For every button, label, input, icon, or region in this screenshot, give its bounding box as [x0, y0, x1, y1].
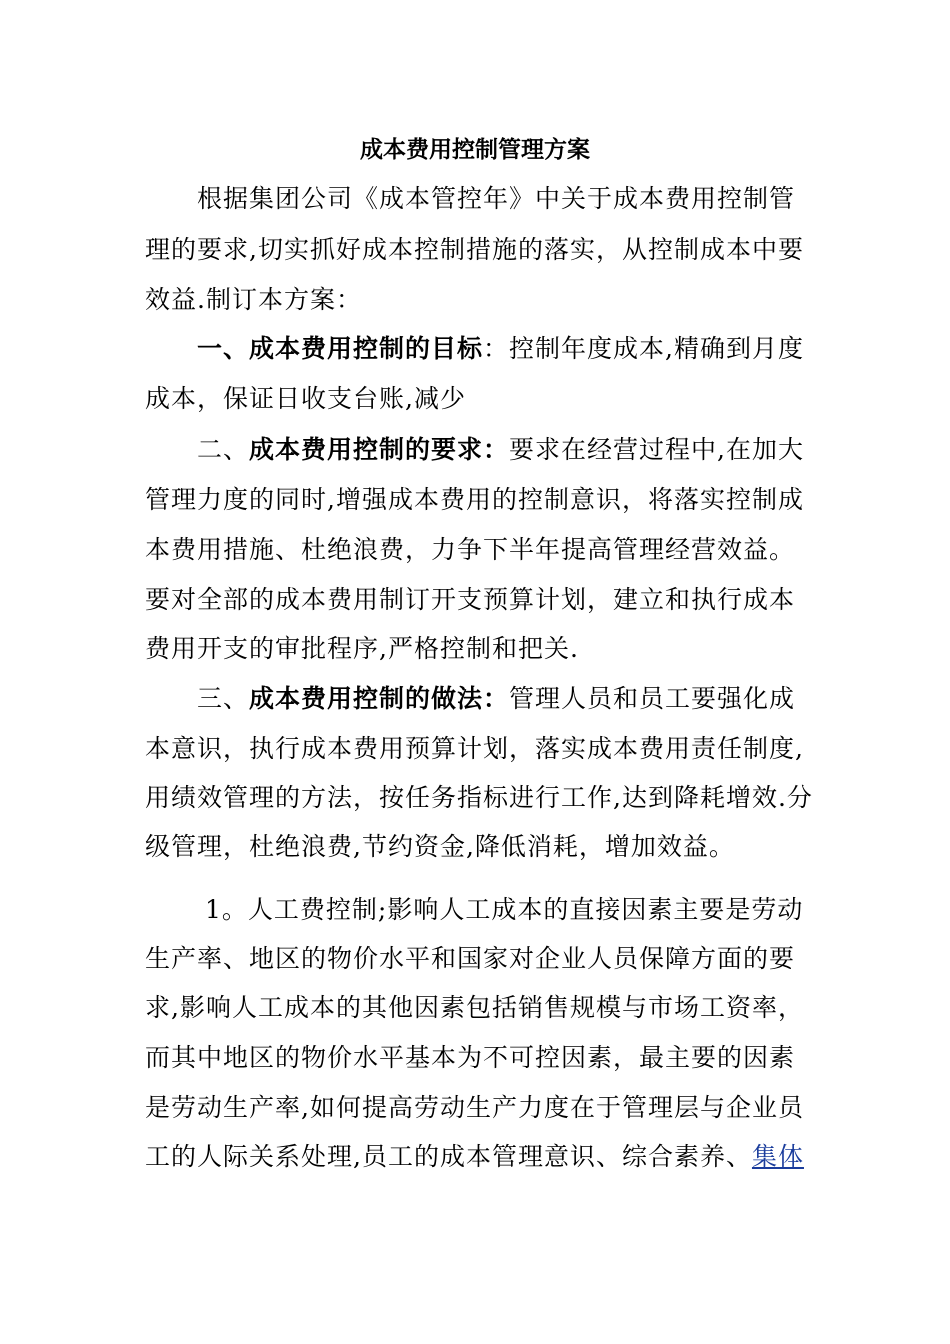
item-1-line-4: 而其中地区的物价水平基本为不可控因素，最主要的因素 — [145, 1043, 796, 1072]
collective-link[interactable]: 集体 — [751, 1142, 804, 1171]
section-3-line-2: 本意识，执行成本费用预算计划，落实成本费用责任制度, — [145, 734, 804, 763]
intro-line-1: 根据集团公司《成本管控年》中关于成本费用控制管 — [197, 184, 796, 213]
section-2-prefix: 二、 — [197, 435, 250, 464]
item-1-line-6-text: 工的人际关系处理,员工的成本管理意识、综合素养、 — [145, 1142, 752, 1171]
intro-line-2: 理的要求,切实抓好成本控制措施的落实，从控制成本中要 — [145, 235, 804, 264]
section-3-line-3: 用绩效管理的方法，按任务指标进行工作,达到降耗增效.分 — [145, 783, 813, 812]
section-3-line-4: 级管理，杜绝浪费,节约资金,降低消耗，增加效益。 — [145, 832, 735, 861]
document-title: 成本费用控制管理方案 — [360, 137, 590, 163]
section-2-line-3: 本费用措施、杜绝浪费，力争下半年提高管理经营效益。 — [145, 535, 796, 564]
section-1-line-2: 成本，保证日收支台账,减少 — [145, 384, 466, 413]
item-1-line-3: 求,影响人工成本的其他因素包括销售规模与市场工资率， — [145, 993, 804, 1022]
section-1-line-1 — [197, 330, 804, 368]
section-3-text: 管理人员和员工要强化成 — [509, 684, 796, 713]
section-1-heading: 一、成本费用控制的目标 — [197, 334, 484, 363]
item-1-line-6 — [145, 1138, 804, 1176]
section-2-line-5: 费用开支的审批程序,严格控制和把关. — [145, 634, 579, 663]
intro-line-3: 效益.制订本方案： — [145, 285, 362, 314]
item-1-line-1: 1。人工费控制;影响人工成本的直接因素主要是劳动 — [205, 895, 804, 924]
item-1-line-5: 是劳动生产率,如何提高劳动生产力度在于管理层与企业员 — [145, 1093, 804, 1122]
item-1-line-2: 生产率、地区的物价水平和国家对企业人员保障方面的要 — [145, 944, 796, 973]
section-2-text: 要求在经营过程中,在加大 — [509, 435, 804, 464]
section-3-line-1 — [197, 680, 795, 718]
section-2-line-2: 管理力度的同时,增强成本费用的控制意识，将落实控制成 — [145, 485, 804, 514]
section-2-heading: 成本费用控制的要求： — [249, 435, 510, 464]
section-3-heading: 成本费用控制的做法： — [249, 684, 510, 713]
section-3-prefix: 三、 — [197, 684, 250, 713]
section-1-text: ：控制年度成本,精确到月度 — [483, 334, 804, 363]
section-2-line-4: 要对全部的成本费用制订开支预算计划，建立和执行成本 — [145, 585, 796, 614]
section-2-line-1 — [197, 431, 804, 469]
